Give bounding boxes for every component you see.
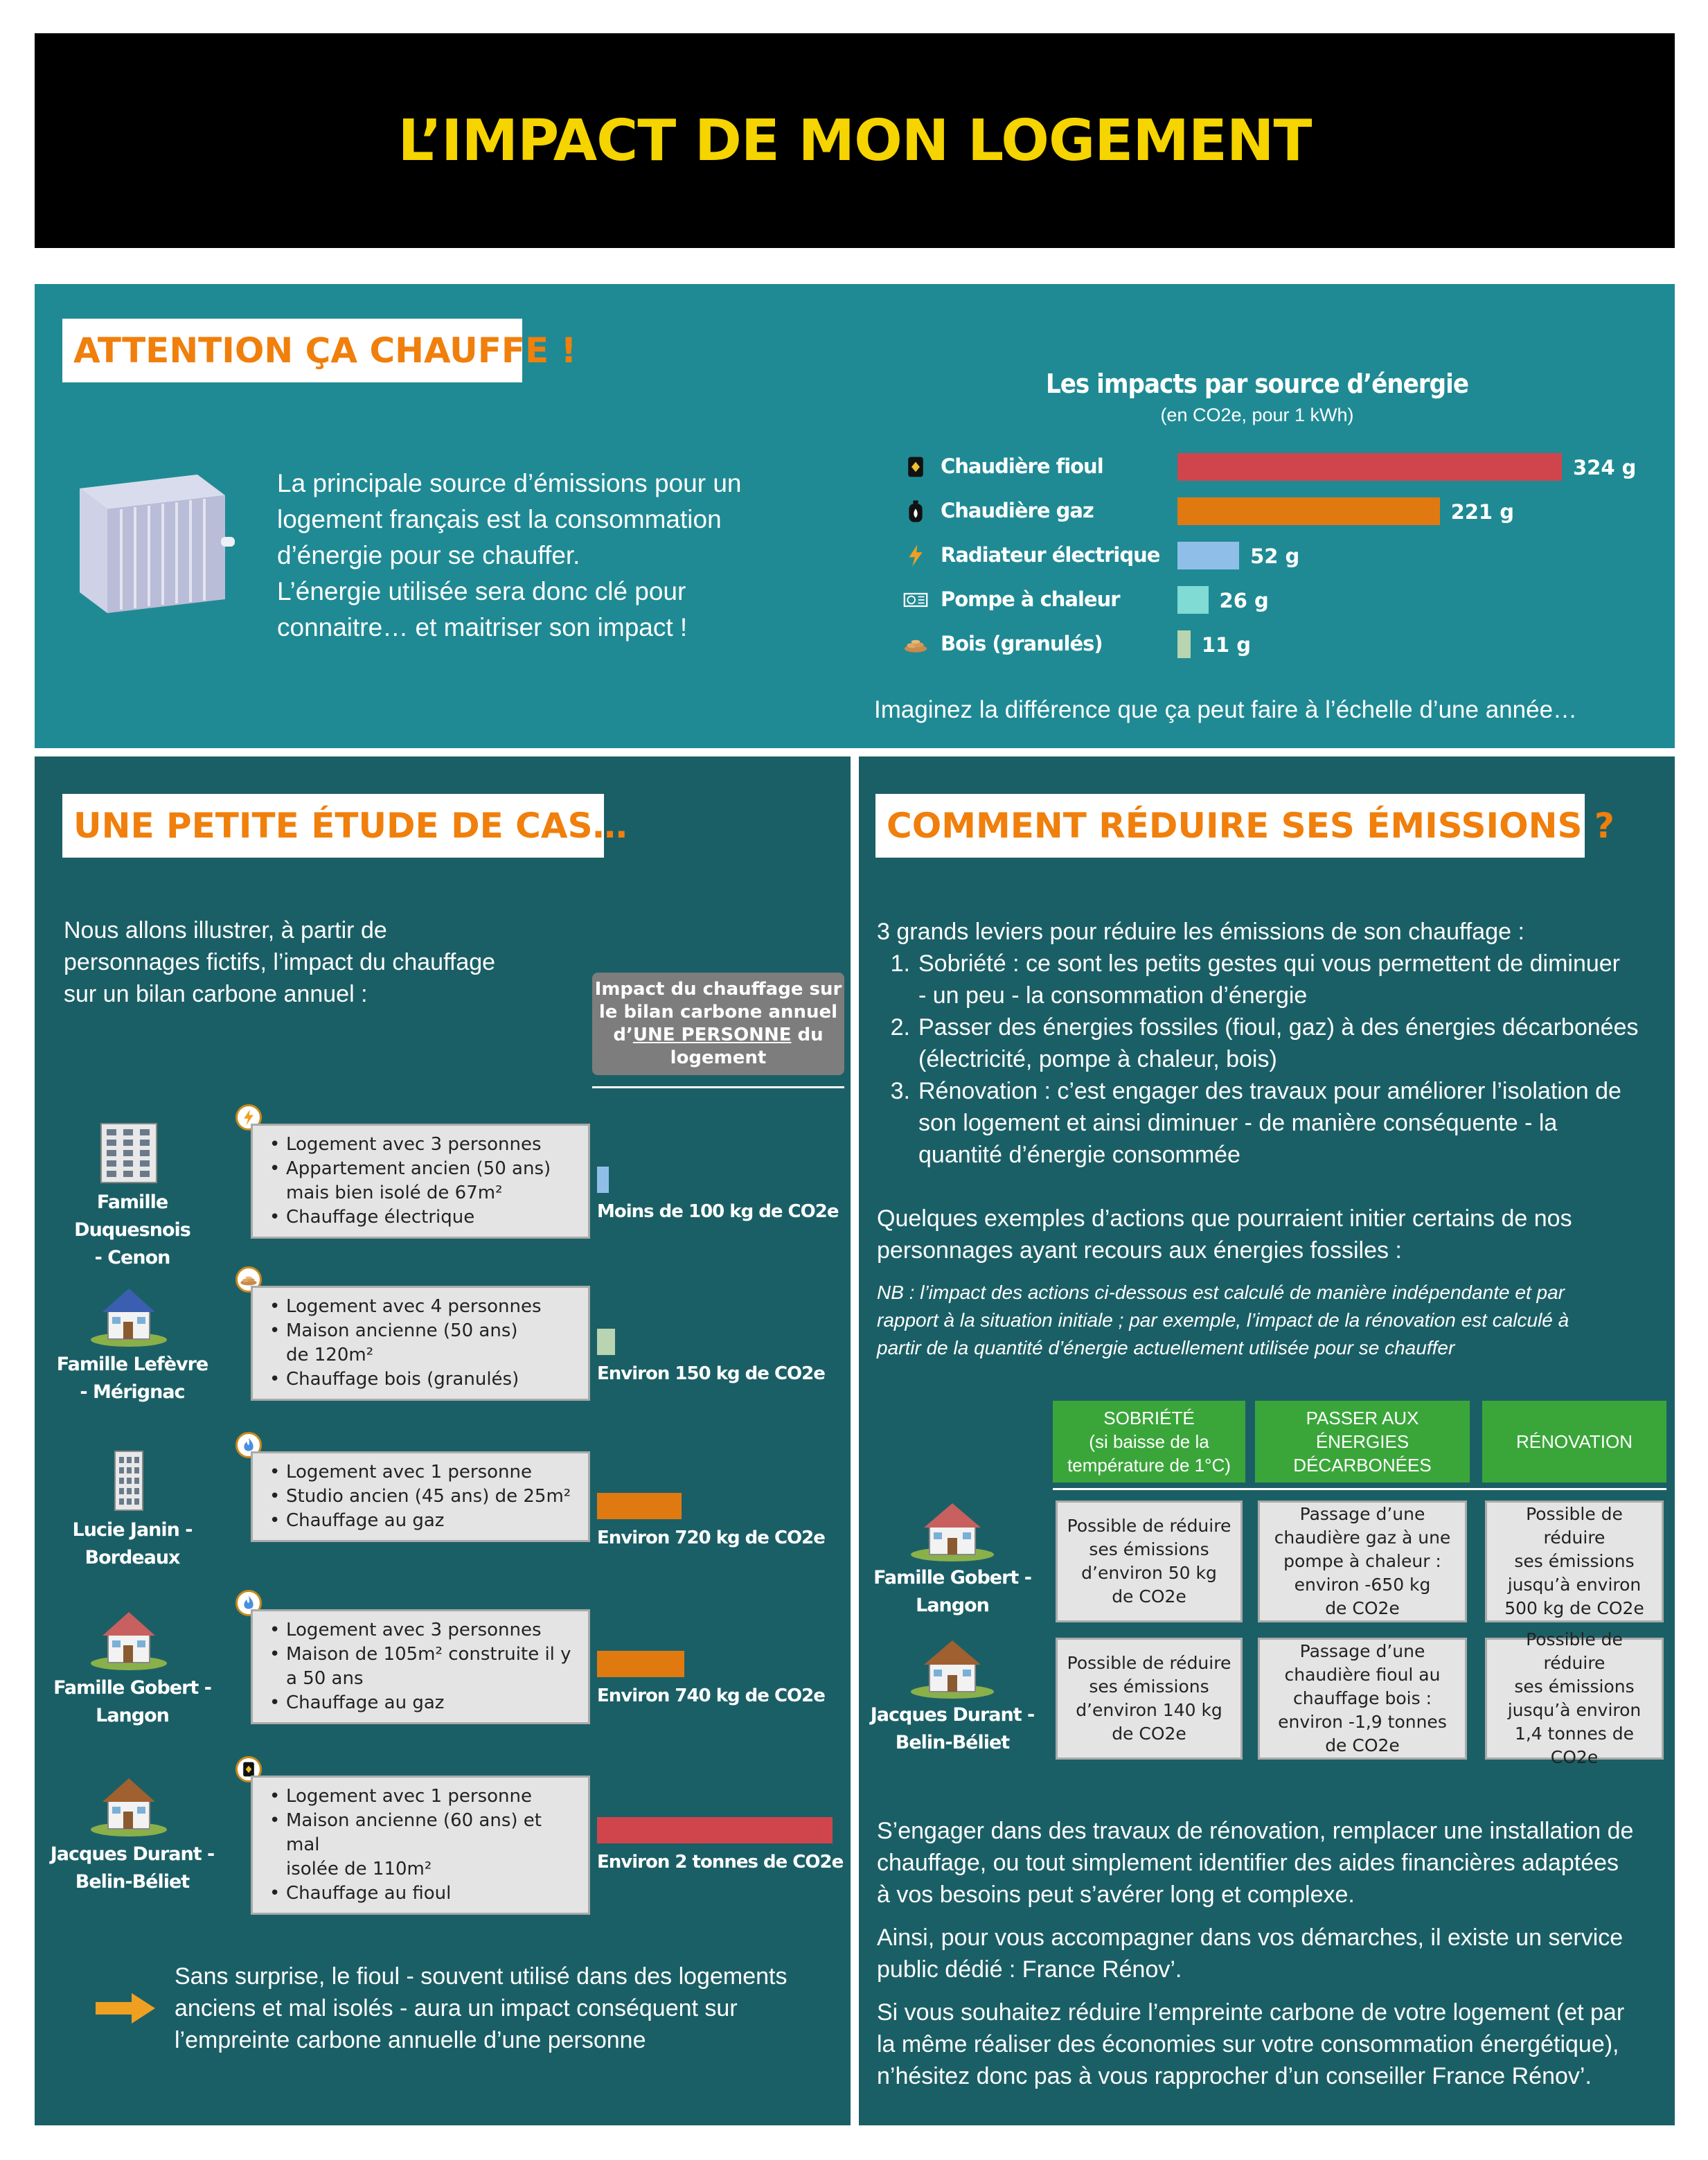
grid-cell: Possible de réduire ses émissions jusqu’à environ 1,4 tonnes de CO2e [1485, 1638, 1664, 1760]
bar-label: Chaudière gaz [941, 499, 1094, 522]
radiator-icon [73, 468, 239, 634]
lightning-icon [900, 540, 931, 571]
lever-1: 1. Sobriété : ce sont les petits gestes qui vous permettent de diminuer - un peu - la consommation d’énergie [890, 950, 1620, 1009]
list-item: • Chauffage électrique [265, 1205, 578, 1230]
bar [1177, 586, 1209, 614]
list-item: • Logement avec 1 personne [265, 1785, 578, 1809]
list-item: • Logement avec 3 personnes [265, 1133, 578, 1157]
impact-bar [597, 1329, 615, 1355]
bar [1177, 453, 1562, 481]
page-header [35, 33, 1675, 248]
family-info-box [251, 1124, 590, 1239]
housing-illustration-icon [87, 1444, 170, 1514]
family-name: Jacques Durant - Belin-Béliet [870, 1704, 1035, 1753]
grid-cell: Possible de réduire ses émissions d’environ 140 kg de CO2e [1056, 1638, 1243, 1760]
bar [1177, 630, 1191, 658]
grid-column-header: RÉNOVATION [1482, 1401, 1666, 1482]
list-item: • Logement avec 1 personne [265, 1460, 578, 1485]
impact-column-header: Impact du chauffage sur le bilan carbone annuel d’UNE PERSONNE du logement [592, 973, 844, 1075]
gas-canister-icon [900, 496, 931, 526]
grid-cell: Passage d’une chaudière fioul au chauffage bois : environ -1,9 tonnes de CO2e [1258, 1638, 1467, 1760]
case-study-conclusion: Sans surprise, le fioul - souvent utilisé dans des logements anciens et mal isolés - aura un impact conséquent sur l’empreinte carbone annuelle d’une personne [175, 1963, 788, 2053]
heat-pump-icon [900, 585, 931, 615]
housing-illustration-icon [87, 1602, 170, 1672]
list-item: • Logement avec 3 personnes [265, 1618, 578, 1643]
lever-2: 2. Passer des énergies fossiles (fioul, gaz) à des énergies décarbonées (électricité, pompe à chaleur, bois) [890, 1014, 1639, 1072]
bar-value-label: 26 g [1219, 589, 1269, 612]
reduce-intro: 3 grands leviers pour réduire les émissions de son chauffage : [877, 919, 1524, 945]
case-study-title: UNE PETITE ÉTUDE DE CAS… [62, 794, 604, 858]
grid-cell: Possible de réduire ses émissions jusqu’à environ 500 kg de CO2e [1485, 1501, 1664, 1622]
family-name: Famille Lefèvre - Mérignac [56, 1354, 208, 1403]
house-illustration-icon [907, 1496, 997, 1563]
family-name: Jacques Durant - Belin-Béliet [50, 1843, 215, 1893]
grid-cell: Possible de réduire ses émissions d’environ 50 kg de CO2e [1056, 1501, 1243, 1622]
family-name: Famille Gobert - Langon [53, 1677, 211, 1726]
impact-bar [597, 1493, 682, 1519]
impact-label: Environ 2 tonnes de CO2e [597, 1852, 844, 1873]
list-item: • Maison de 105m² construite il y a 50 ans [265, 1643, 578, 1691]
list-item: • Chauffage au gaz [265, 1691, 578, 1715]
list-item: • Chauffage bois (granulés) [265, 1367, 578, 1392]
nb-note: NB : l’impact des actions ci-dessous est calculé de manière indépendante et par rapport à la situation initiale ; par exemple, l’impact de la rénovation est calculé à partir de la quantité d’énergie actuellement utilisée pour se chauffer [877, 1282, 1569, 1358]
chart-title: Les impacts par source d’énergie [1045, 369, 1469, 399]
bar [1177, 542, 1239, 569]
list-item: • Appartement ancien (50 ans) mais bien isolé de 67m² [265, 1157, 578, 1205]
oil-drum-icon [900, 452, 931, 482]
levers-list [877, 948, 1666, 1171]
impact-column-divider [592, 1086, 844, 1088]
examples-text: Quelques exemples d’actions que pourraient initier certains de nos personnages ayant recours aux énergies fossiles : [877, 1205, 1572, 1264]
case-study-intro: Nous allons illustrer, à partir de personnages fictifs, l’impact du chauffage sur un bilan carbone annuel : [64, 917, 496, 1007]
lever-3: 3. Rénovation : c’est engager des travaux pour améliorer l’isolation de son logement et ainsi diminuer - de manière conséquente - la quantité d’énergie consommée [890, 1078, 1621, 1168]
heating-section-title: ATTENTION ÇA CHAUFFE ! [62, 319, 522, 382]
bar-label: Bois (granulés) [941, 632, 1103, 655]
housing-illustration-icon [87, 1279, 170, 1348]
wood-pellets-icon [900, 629, 931, 659]
list-item: • Maison ancienne (60 ans) et mal isolée de 110m² [265, 1809, 578, 1882]
housing-illustration-icon [87, 1769, 170, 1838]
closing-text: S’engager dans des travaux de rénovation, remplacer une installation de chauffage, ou tout simplement identifier des aides financières adaptées à vos besoins peut s’avérer long et complexe. Ainsi, pour vous accompagner dans vos démarches, il existe un service public dédié : France Rénov’. Si vous souhaitez réduire l’empreinte carbone de votre logement (et par la même réaliser des économies sur votre consommation énergétique), n’hésitez donc pas à vous rapprocher d’un conseiller France Rénov’. [877, 1818, 1634, 2089]
reduce-title: COMMENT RÉDUIRE SES ÉMISSIONS ? [875, 794, 1585, 858]
list-item: • Chauffage au gaz [265, 1509, 578, 1533]
grid-column-header: PASSER AUX ÉNERGIES DÉCARBONÉES [1255, 1401, 1470, 1482]
list-item: • Logement avec 4 personnes [265, 1295, 578, 1319]
impact-bar [597, 1167, 609, 1193]
chart-subtitle: (en CO2e, pour 1 kWh) [1160, 405, 1354, 425]
impact-bar [597, 1651, 684, 1677]
family-name: Famille Duquesnois - Cenon [74, 1192, 190, 1268]
family-info-box [251, 1776, 590, 1915]
impact-label: Environ 720 kg de CO2e [597, 1528, 825, 1548]
housing-illustration-icon [87, 1117, 170, 1186]
bar-value-label: 11 g [1201, 633, 1252, 657]
grid-divider [1053, 1488, 1666, 1490]
bar-label: Chaudière fioul [941, 454, 1103, 478]
family-info-box [251, 1451, 590, 1542]
bar [1177, 497, 1440, 525]
family-info-box [251, 1286, 590, 1401]
bar-label: Pompe à chaleur [941, 587, 1120, 611]
bar-value-label: 221 g [1450, 500, 1514, 524]
impact-label: Moins de 100 kg de CO2e [597, 1201, 839, 1222]
grid-column-header: SOBRIÉTÉ (si baisse de la température de 1°C) [1053, 1401, 1245, 1482]
house-illustration-icon [907, 1634, 997, 1700]
family-name: Famille Gobert - Langon [873, 1567, 1031, 1616]
family-info-box [251, 1609, 590, 1724]
list-item: • Studio ancien (45 ans) de 25m² [265, 1485, 578, 1509]
bar-label: Radiateur électrique [941, 543, 1160, 567]
page-title: L’IMPACT DE MON LOGEMENT [398, 107, 1312, 174]
family-name: Lucie Janin - Bordeaux [72, 1519, 193, 1568]
impact-label: Environ 150 kg de CO2e [597, 1363, 825, 1384]
arrow-right-icon [96, 1992, 155, 2025]
heating-intro: La principale source d’émissions pour un logement français est la consommation d’énergie pour se chauffer. L’énergie utilisée sera donc clé pour connaitre… et maitriser son impact ! [277, 469, 742, 641]
grid-cell: Passage d’une chaudière gaz à une pompe à chaleur : environ -650 kg de CO2e [1258, 1501, 1467, 1622]
bar-value-label: 324 g [1573, 456, 1637, 479]
list-item: • Chauffage au fioul [265, 1882, 578, 1906]
impact-label: Environ 740 kg de CO2e [597, 1685, 825, 1706]
bar-value-label: 52 g [1250, 545, 1300, 568]
heating-footer: Imaginez la différence que ça peut faire à l’échelle d’une année… [874, 696, 1578, 723]
list-item: • Maison ancienne (50 ans) de 120m² [265, 1319, 578, 1367]
impact-bar [597, 1817, 833, 1843]
